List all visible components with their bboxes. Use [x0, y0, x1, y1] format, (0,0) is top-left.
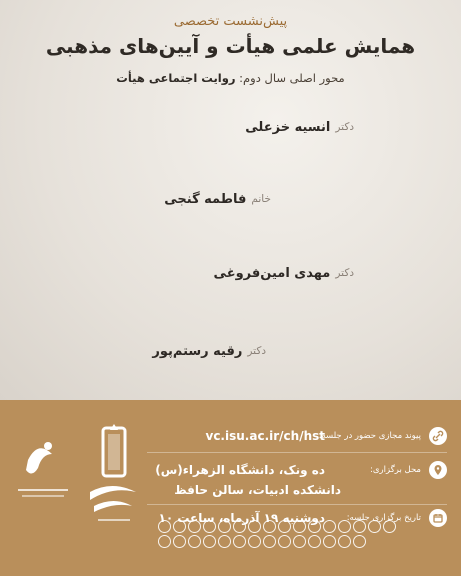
partner-logo-icon — [263, 520, 276, 533]
event-subtitle — [0, 71, 461, 85]
partner-logo-icon — [233, 535, 246, 548]
date-label: تاریخ برگزاری جلسه: — [346, 513, 421, 523]
subtitle-prefix: محور اصلی سال دوم: — [239, 71, 345, 85]
speaker-title-3: دکتر — [335, 267, 354, 279]
organizer-logos — [8, 420, 158, 540]
info-row-place-2 — [174, 478, 341, 502]
location-pin-icon — [429, 461, 447, 479]
partner-logo-icon — [308, 520, 321, 533]
speaker-name-line-2 — [164, 188, 271, 210]
partner-logo-icon — [278, 535, 291, 548]
partner-logo-icon — [278, 520, 291, 533]
speaker-name-line-3 — [214, 262, 354, 284]
partner-logo-icon — [173, 520, 186, 533]
partner-logo-icon — [308, 535, 321, 548]
event-title: همایش علمی هیأت و آیین‌های مذهبی — [45, 34, 416, 58]
partner-logo-icon — [248, 520, 261, 533]
event-date: دوشنبه ۱۹ آذرماه، ساعت ۱۰ — [158, 511, 325, 525]
partner-logo-icon — [158, 520, 171, 533]
faculty-logo-icon — [18, 442, 68, 496]
speaker-name-line-4 — [152, 340, 266, 362]
speaker-title-1: دکتر — [335, 121, 354, 133]
partner-logo-icon — [188, 520, 201, 533]
partner-logo-icon — [338, 520, 351, 533]
info-separator-2 — [147, 504, 447, 505]
partner-logo-icon — [353, 520, 366, 533]
speaker-name-4: رقیه رستم‌پور — [152, 343, 243, 359]
partner-logo-icon — [218, 535, 231, 548]
partner-logo-icon — [158, 535, 171, 548]
partner-logo-icon — [353, 535, 366, 548]
info-separator-1 — [147, 452, 447, 453]
speaker-name-1: انسیه خزعلی — [245, 119, 331, 135]
place-line-2: دانشکده ادبیات، سالن حافظ — [174, 483, 341, 497]
link-icon — [429, 427, 447, 445]
subtitle-topic: روایت اجتماعی هیأت — [116, 71, 236, 85]
pre-title: پیش‌نشست تخصصی — [173, 14, 288, 29]
partner-logo-icon — [338, 535, 351, 548]
partner-logo-icon — [293, 535, 306, 548]
link-label: پیوند مجازی حضور در جلسه: — [318, 431, 421, 441]
partner-logo-icon — [248, 535, 261, 548]
speaker-name-2: فاطمه گنجی — [164, 191, 247, 207]
info-row-link — [206, 424, 448, 448]
partner-logo-icon — [323, 520, 336, 533]
place-label: محل برگزاری: — [370, 465, 421, 475]
university-logo-icon — [103, 424, 125, 476]
speaker-title-4: دکتر — [247, 345, 266, 357]
partner-logo-icon — [293, 520, 306, 533]
partner-logo-icon — [368, 520, 381, 533]
partner-logo-icon — [233, 520, 246, 533]
partner-logo-icon — [383, 520, 396, 533]
calendar-icon — [429, 509, 447, 527]
speaker-name-3: مهدی امین‌فروغی — [213, 265, 331, 281]
partner-logo-icon — [203, 535, 216, 548]
partner-logo-icon — [173, 535, 186, 548]
partner-logo-icon — [263, 535, 276, 548]
meeting-link[interactable]: vc.isu.ac.ir/ch/hst — [205, 429, 325, 443]
partner-logo-icon — [323, 535, 336, 548]
place-line-1: ده ونک، دانشگاه الزهراء(س) — [155, 463, 325, 477]
speaker-title-2: خانم — [251, 193, 271, 205]
partner-logos — [158, 520, 398, 560]
partner-logo-icon — [188, 535, 201, 548]
heyat-logo-icon — [90, 486, 136, 520]
partner-logo-icon — [218, 520, 231, 533]
speaker-name-line-1 — [245, 116, 354, 138]
partner-logo-icon — [203, 520, 216, 533]
